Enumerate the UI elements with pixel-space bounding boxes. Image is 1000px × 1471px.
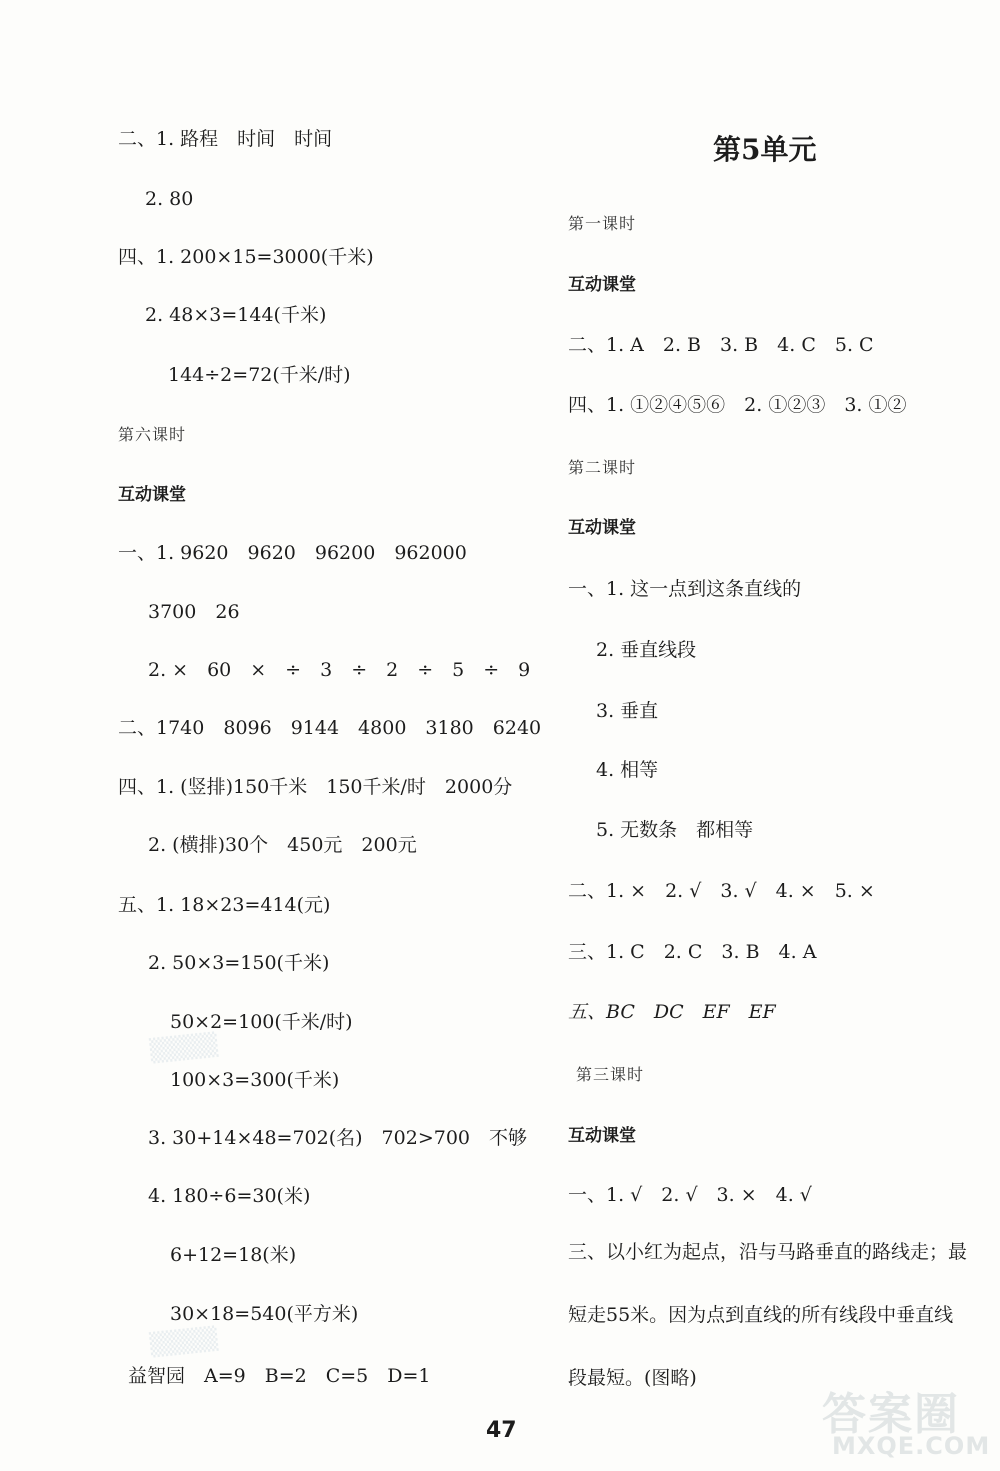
lesson-heading: 第三课时 — [576, 1065, 645, 1084]
answer-line: 30×18=540(平方米) — [170, 1303, 359, 1325]
watermark-url: MXQE.COM — [832, 1432, 991, 1460]
answer-line: 五、1. 18×23=414(元) — [118, 894, 331, 916]
answer-line: 三、以小红为起点，沿与马路垂直的路线走；最 — [568, 1241, 968, 1263]
answer-line: 3. 垂直 — [596, 700, 659, 722]
answer-line: 短走55米。因为点到直线的所有线段中垂直线 — [568, 1304, 954, 1326]
faint-stamp-watermark: ▒▒▒▒ — [148, 1032, 219, 1065]
answer-line: 3. 30+14×48=702(名) 702>700 不够 — [148, 1127, 527, 1149]
section-label: 互动课堂 — [568, 518, 636, 538]
answer-line: 2. (横排)30个 450元 200元 — [148, 834, 417, 856]
unit-title: 第5单元 — [713, 133, 817, 166]
lesson-heading: 第六课时 — [118, 425, 187, 444]
answer-line: 一、1. 这一点到这条直线的 — [568, 578, 802, 600]
answer-line: 3700 26 — [148, 601, 240, 623]
answer-line: 2. 48×3=144(千米) — [145, 304, 327, 326]
section-label: 互动课堂 — [568, 1126, 636, 1146]
section-label: 互动课堂 — [118, 485, 186, 505]
answer-line: 四、1. (竖排)150千米 150千米/时 2000分 — [118, 776, 513, 798]
answer-line: 一、1. √ 2. √ 3. × 4. √ — [568, 1184, 812, 1206]
faint-stamp-watermark: ▒▒▒▒ — [148, 1326, 219, 1359]
answer-line: 二、1. × 2. √ 3. √ 4. × 5. × — [568, 880, 875, 902]
answer-line: 5. 无数条 都相等 — [596, 819, 754, 841]
page-number: 47 — [486, 1418, 517, 1443]
section-label: 互动课堂 — [568, 275, 636, 295]
answer-line: 四、1. ①②④⑤⑥ 2. ①②③ 3. ①② — [568, 394, 907, 416]
puzzle-answer-line: 益智园 A=9 B=2 C=5 D=1 — [128, 1365, 431, 1387]
answer-line: 五、BC DC EF EF — [568, 1001, 776, 1023]
answer-line: 4. 相等 — [596, 759, 659, 781]
answer-line: 2. 80 — [145, 188, 194, 210]
lesson-heading: 第一课时 — [568, 214, 637, 233]
answer-line: 二、1740 8096 9144 4800 3180 6240 — [118, 717, 542, 739]
answer-line: 4. 180÷6=30(米) — [148, 1185, 311, 1207]
answer-line: 二、1. 路程 时间 时间 — [118, 128, 333, 150]
answer-line: 2. 50×3=150(千米) — [148, 952, 330, 974]
answer-line: 2. 垂直线段 — [596, 639, 697, 661]
answer-line: 2. × 60 × ÷ 3 ÷ 2 ÷ 5 ÷ 9 — [148, 659, 531, 681]
answer-line: 四、1. 200×15=3000(千米) — [118, 246, 374, 268]
watermark-logo: 答案圈 — [822, 1389, 960, 1440]
answer-line: 一、1. 9620 9620 96200 962000 — [118, 542, 467, 564]
answer-line: 三、1. C 2. C 3. B 4. A — [568, 941, 817, 963]
answer-line: 6+12=18(米) — [170, 1244, 297, 1266]
answer-line: 144÷2=72(千米/时) — [168, 364, 351, 386]
answer-line: 100×3=300(千米) — [170, 1069, 340, 1091]
lesson-heading: 第二课时 — [568, 458, 637, 477]
answer-line: 50×2=100(千米/时) — [170, 1011, 353, 1033]
answer-line: 段最短。(图略) — [568, 1367, 697, 1389]
answer-line: 二、1. A 2. B 3. B 4. C 5. C — [568, 334, 874, 356]
